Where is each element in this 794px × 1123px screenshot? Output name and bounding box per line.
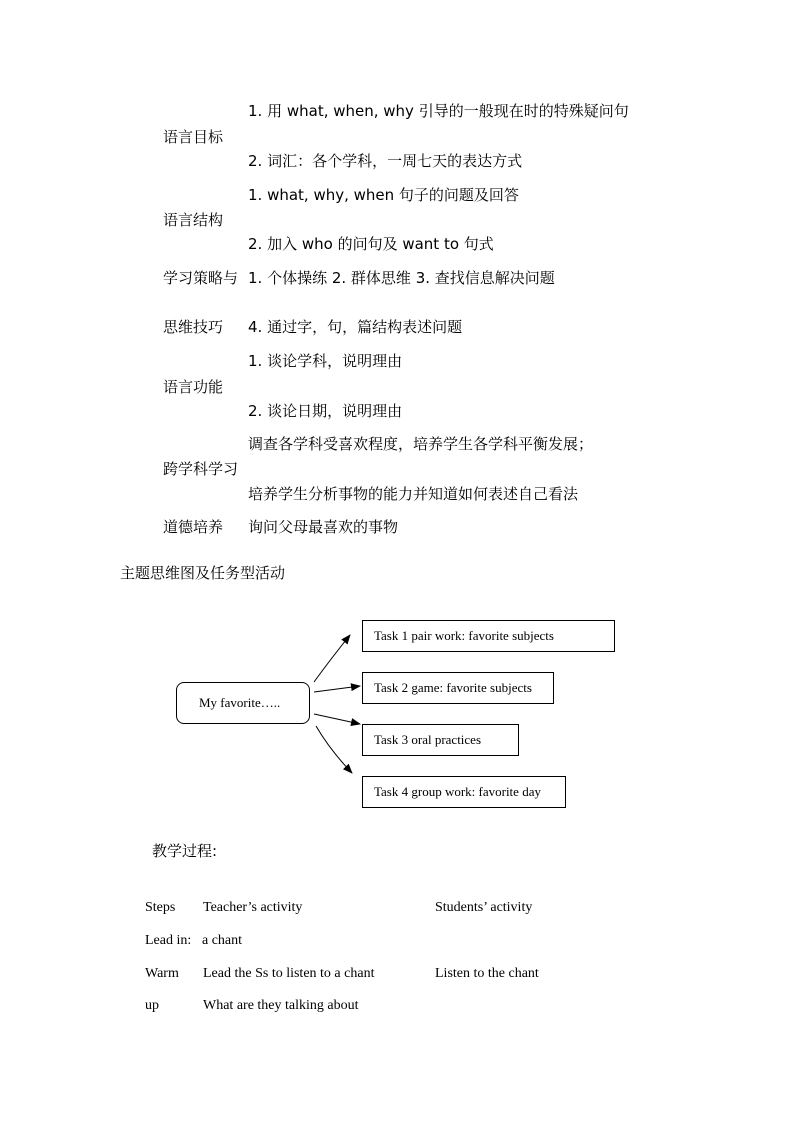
cross-subject-item-2: 培养学生分析事物的能力并知道如何表述自己看法 xyxy=(248,485,579,503)
process-row-1-teacher: a chant xyxy=(202,933,243,948)
strategy-item-2: 4. 通过字，句，篇结构表述问题 xyxy=(248,318,463,336)
strategy-label-1: 学习策略与 xyxy=(163,269,239,287)
process-row-3-step: up xyxy=(145,998,159,1013)
process-row-2-students: Listen to the chant xyxy=(435,966,539,981)
mindmap-center-box xyxy=(176,682,310,724)
process-header-steps: Steps xyxy=(145,900,176,915)
task-box-4 xyxy=(362,776,566,808)
strategy-item-1: 1. 个体操练 2. 群体思维 3. 查找信息解决问题 xyxy=(248,269,555,287)
process-header-teacher: Teacher’s activity xyxy=(203,900,303,915)
arrow-to-task-4 xyxy=(316,726,352,773)
moral-text: 询问父母最喜欢的事物 xyxy=(248,518,399,536)
task-box-2 xyxy=(362,672,554,704)
task-box-3 xyxy=(362,724,519,756)
process-row-2-teacher: Lead the Ss to listen to a chant xyxy=(203,966,375,981)
moral-label: 道德培养 xyxy=(163,518,224,536)
process-header-students: Students’ activity xyxy=(435,900,533,915)
strategy-label-2: 思维技巧 xyxy=(163,318,224,336)
language-structure-label: 语言结构 xyxy=(163,211,224,229)
process-row-1-step: Lead in: xyxy=(145,933,192,948)
language-function-item-2: 2. 谈论日期，说明理由 xyxy=(248,402,403,420)
mindmap-heading: 主题思维图及任务型活动 xyxy=(120,564,286,582)
language-function-label: 语言功能 xyxy=(163,378,224,396)
process-row-3-teacher: What are they talking about xyxy=(203,998,359,1013)
process-heading: 教学过程: xyxy=(152,842,218,860)
language-function-item-1: 1. 谈论学科，说明理由 xyxy=(248,352,403,370)
arrow-to-task-3 xyxy=(314,714,360,724)
cross-subject-item-1: 调查各学科受喜欢程度，培养学生各学科平衡发展； xyxy=(248,435,594,453)
arrow-to-task-2 xyxy=(314,686,360,692)
language-goal-item-1: 1. 用 what, when, why 引导的一般现在时的特殊疑问句 xyxy=(248,102,629,120)
task-label-4: Task 4 group work: favorite day xyxy=(374,784,541,799)
task-box-1 xyxy=(362,620,615,652)
task-label-1: Task 1 pair work: favorite subjects xyxy=(374,628,554,643)
language-goal-item-2: 2. 词汇：各个学科，一周七天的表达方式 xyxy=(248,152,523,170)
language-structure-item-1: 1. what, why, when 句子的问题及回答 xyxy=(248,186,519,204)
language-goal-label: 语言目标 xyxy=(163,128,224,146)
task-label-3: Task 3 oral practices xyxy=(374,732,482,747)
process-row-2-step: Warm xyxy=(145,966,179,981)
language-structure-item-2: 2. 加入 who 的问句及 want to 句式 xyxy=(248,235,494,253)
mindmap-center-label: My favorite….. xyxy=(199,695,281,710)
task-label-2: Task 2 game: favorite subjects xyxy=(374,680,532,695)
arrow-to-task-1 xyxy=(314,635,350,682)
cross-subject-label: 跨学科学习 xyxy=(163,460,239,478)
